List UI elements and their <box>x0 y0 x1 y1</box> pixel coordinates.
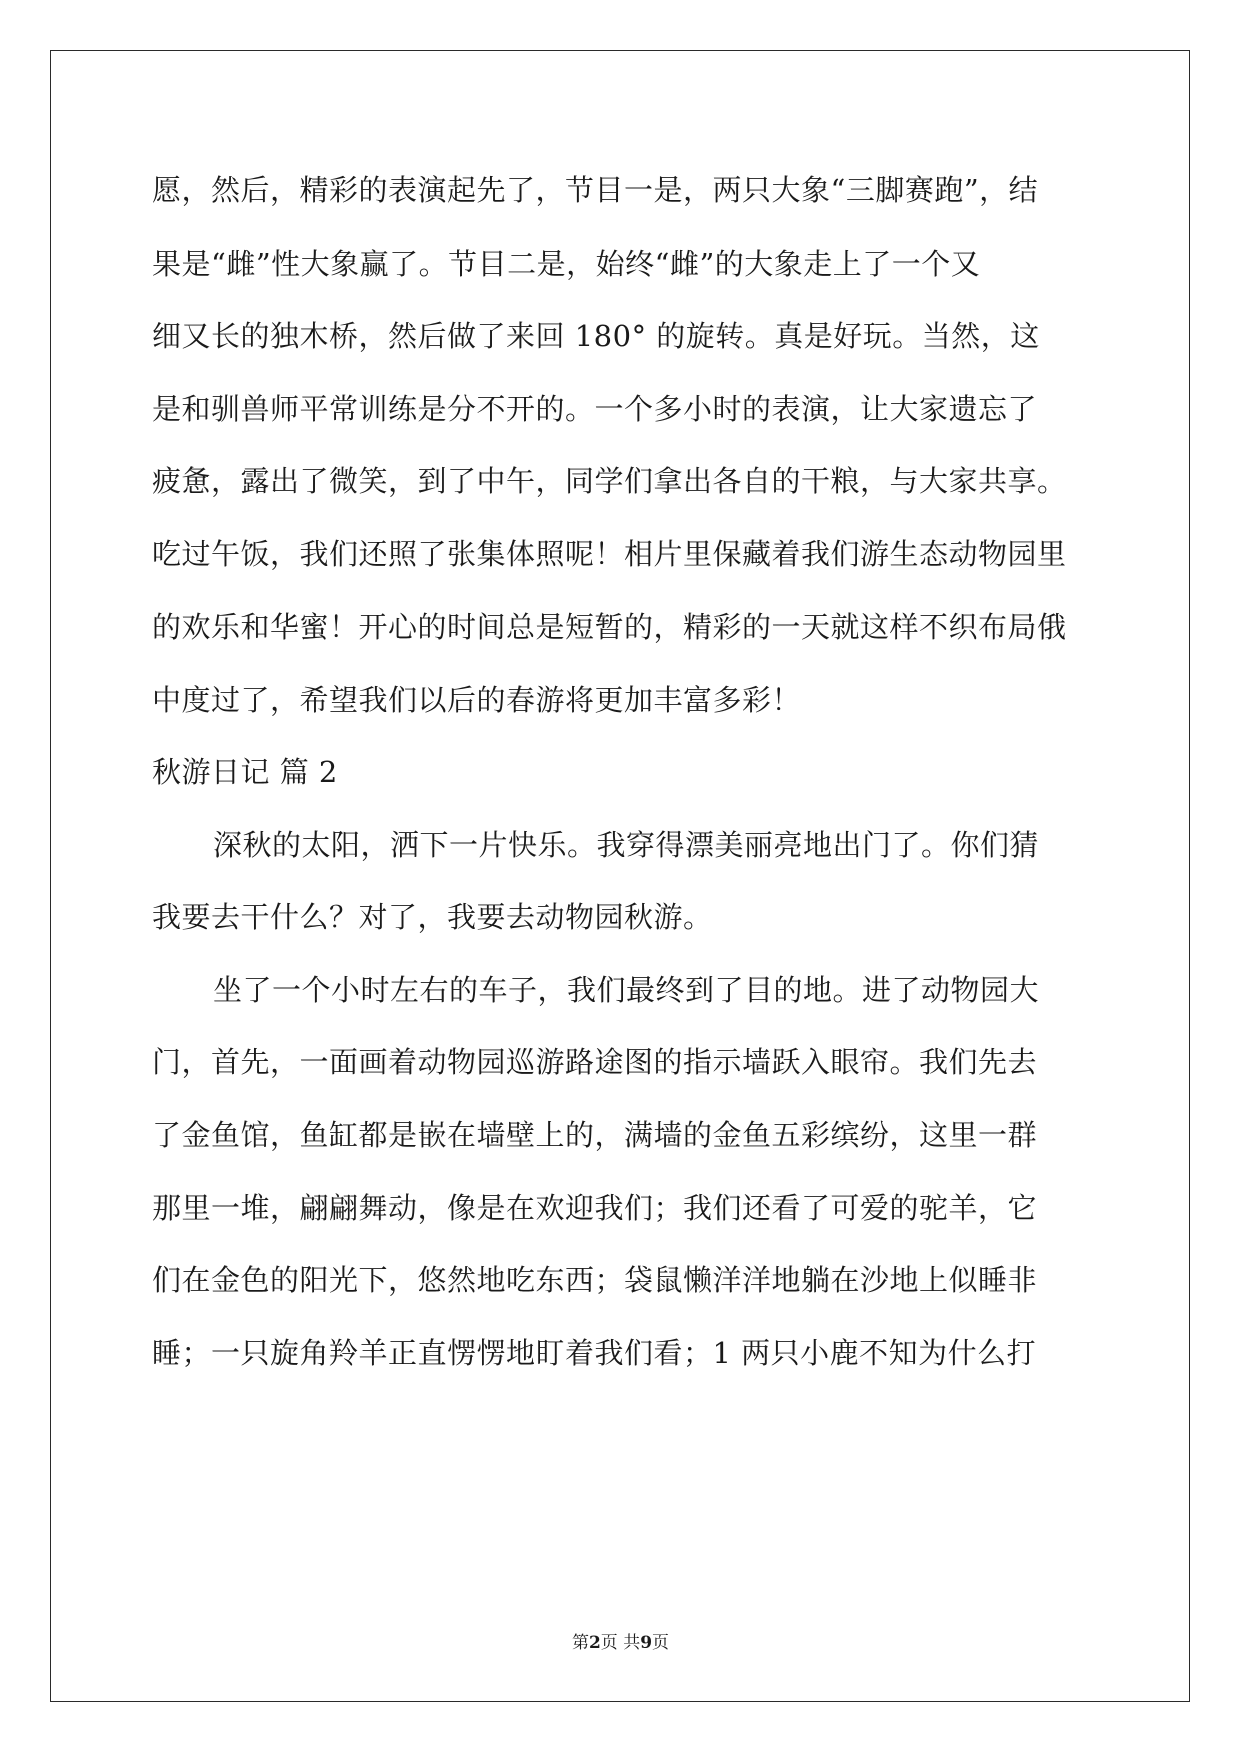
body-line-6: 吃过午饭，我们还照了张集体照呢！相片里保藏着我们游生态动物园里 <box>152 537 1067 571</box>
body-line-9: 深秋的太阳，洒下一片快乐。我穿得漂美丽亮地出门了。你们猜 <box>213 828 1040 862</box>
page-footer <box>0 1628 1241 1653</box>
body-line-12: 门，首先，一面画着动物园巡游路途图的指示墙跃入眼帘。我们先去 <box>152 1045 1038 1079</box>
body-line-1: 愿，然后，精彩的表演起先了，节目一是，两只大象“三脚赛跑”，结 <box>152 173 1039 207</box>
body-line-5: 疲惫，露出了微笑，到了中午，同学们拿出各自的干粮，与大家共享。 <box>152 464 1067 498</box>
section-heading: 秋游日记 篇 2 <box>152 755 338 789</box>
body-line-3: 细又长的独木桥，然后做了来回 180° 的旋转。真是好玩。当然，这 <box>152 319 1040 353</box>
body-line-13: 了金鱼馆，鱼缸都是嵌在墙壁上的，满墙的金鱼五彩缤纷，这里一群 <box>152 1118 1038 1152</box>
body-line-15: 们在金色的阳光下，悠然地吃东西；袋鼠懒洋洋地躺在沙地上似睡非 <box>152 1263 1038 1297</box>
total-page-count: 9 <box>640 1633 653 1653</box>
page-border <box>50 50 1190 1702</box>
footer-middle: 页 共 <box>600 1633 641 1653</box>
body-line-14: 那里一堆，翩翩舞动，像是在欢迎我们；我们还看了可爱的驼羊，它 <box>152 1191 1038 1225</box>
footer-suffix: 页 <box>652 1633 670 1653</box>
body-line-8: 中度过了，希望我们以后的春游将更加丰富多彩！ <box>152 683 802 717</box>
footer-prefix: 第 <box>571 1633 589 1653</box>
body-line-11: 坐了一个小时左右的车子，我们最终到了目的地。进了动物园大 <box>213 973 1040 1007</box>
body-line-10: 我要去干什么？对了，我要去动物园秋游。 <box>152 900 713 934</box>
body-line-7: 的欢乐和华蜜！开心的时间总是短暂的，精彩的一天就这样不织布局俄 <box>152 610 1067 644</box>
current-page-number: 2 <box>588 1633 601 1653</box>
body-line-16: 睡；一只旋角羚羊正直愣愣地盯着我们看；1 两只小鹿不知为什么打 <box>152 1336 1037 1370</box>
body-line-4: 是和驯兽师平常训练是分不开的。一个多小时的表演，让大家遗忘了 <box>152 392 1038 426</box>
body-line-2: 果是“雌”性大象赢了。节目二是，始终“雌”的大象走上了一个又 <box>152 247 981 281</box>
